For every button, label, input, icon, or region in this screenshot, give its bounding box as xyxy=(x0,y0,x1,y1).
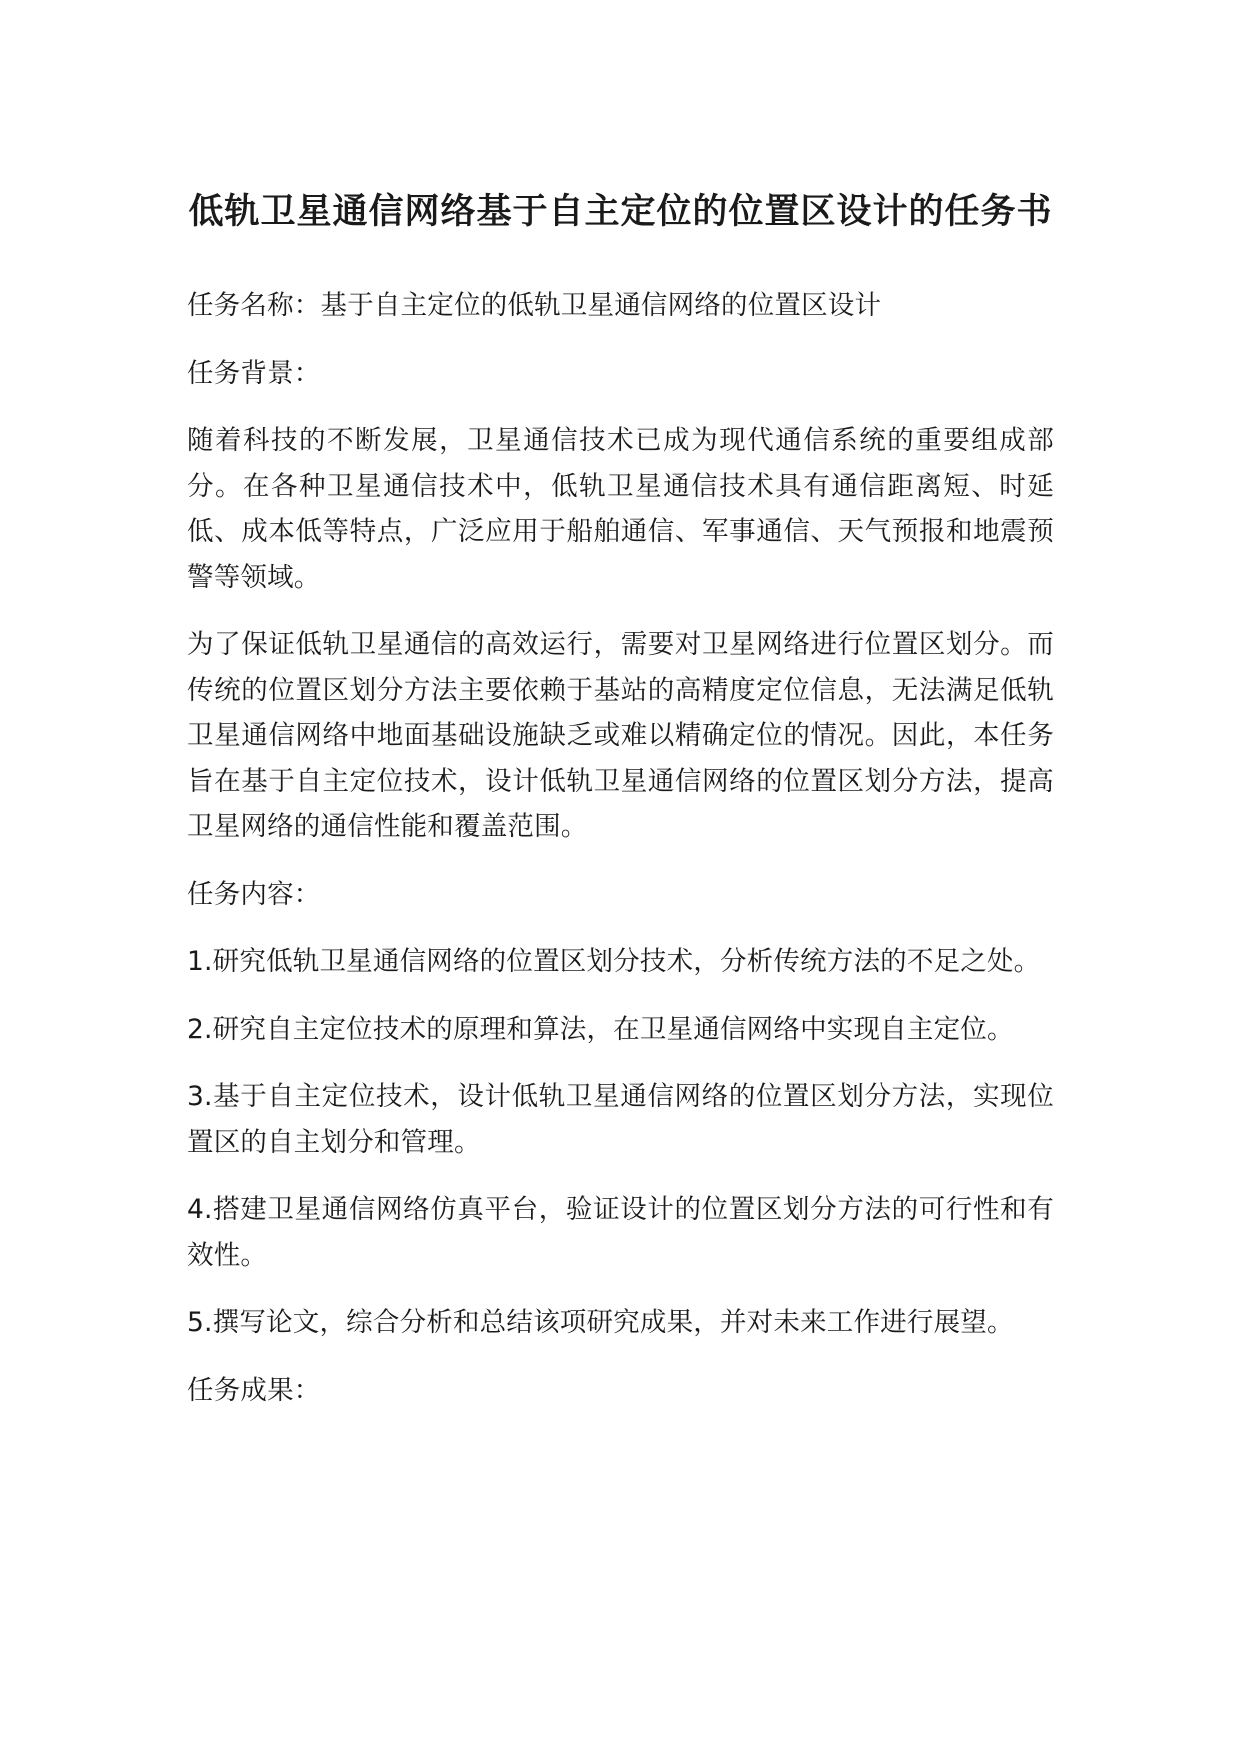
document-body xyxy=(187,283,1054,1413)
section-heading-results: 任务成果： xyxy=(187,1374,321,1406)
background-paragraph: 为了保证低轨卫星通信的高效运行，需要对卫星网络进行位置区划分。而传统的位置区划分方法主要依赖于基站的高精度定位信息，无法满足低轨卫星通信网络中地面基础设施缺乏或难以精确定位的情况。因此，本任务旨在基于自主定位技术，设计低轨卫星通信网络的位置区划分方法，提高卫星网络的通信性能和覆盖范围。 xyxy=(187,629,1054,842)
section-heading-background: 任务背景： xyxy=(187,357,321,389)
content-list-item: 2.研究自主定位技术的原理和算法，在卫星通信网络中实现自主定位。 xyxy=(187,1013,1014,1045)
section-heading-content: 任务内容： xyxy=(187,878,321,910)
document-title: 低轨卫星通信网络基于自主定位的位置区设计的任务书 xyxy=(188,192,1053,232)
content-list-item: 1.研究低轨卫星通信网络的位置区划分技术，分析传统方法的不足之处。 xyxy=(187,946,1041,977)
task-name-line: 任务名称：基于自主定位的低轨卫星通信网络的位置区设计 xyxy=(187,290,882,321)
content-list-item: 4.搭建卫星通信网络仿真平台，验证设计的位置区划分方法的可行性和有效性。 xyxy=(187,1194,1054,1271)
background-paragraph: 随着科技的不断发展，卫星通信技术已成为现代通信系统的重要组成部分。在各种卫星通信技术中，低轨卫星通信技术具有通信距离短、时延低、成本低等特点，广泛应用于船舶通信、军事通信、天气预报和地震预警等领域。 xyxy=(187,425,1054,593)
content-list-item: 3.基于自主定位技术，设计低轨卫星通信网络的位置区划分方法，实现位置区的自主划分和管理。 xyxy=(187,1081,1054,1158)
content-list-item: 5.撰写论文，综合分析和总结该项研究成果，并对未来工作进行展望。 xyxy=(187,1307,1014,1338)
